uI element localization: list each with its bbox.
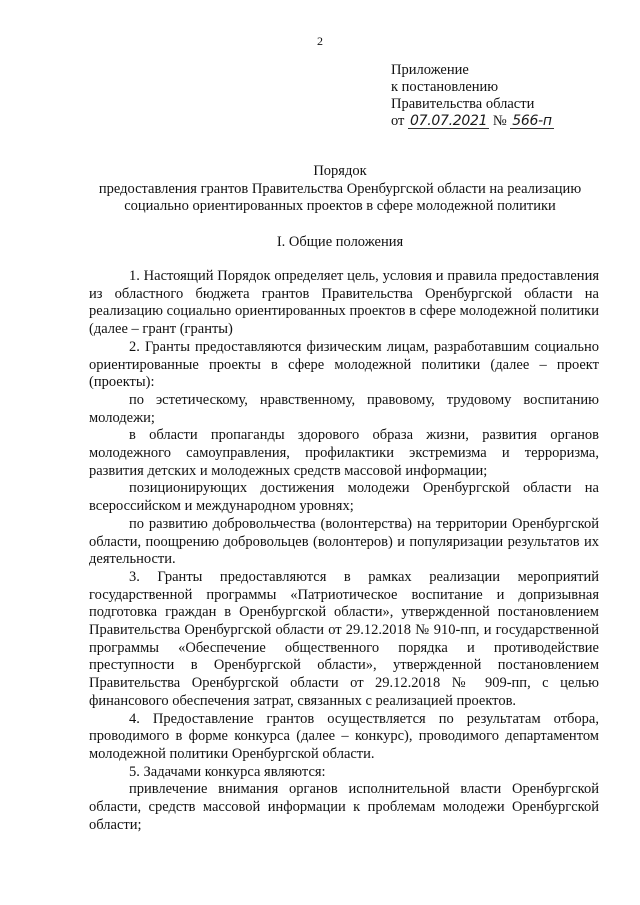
paragraph: 2. Гранты предоставляются физическим лицам, разработавшим социально ориентированные проекты в сфере молодежной политики (далее – проект (проекты): [89,338,599,391]
title-line-1: Порядок [313,163,367,179]
paragraph: 4. Предоставление грантов осуществляется по результатам отбора, проводимого в форме конкурса (далее – конкурс), проводимого департаментом молодежной политики Оренбургской области. [89,710,599,762]
title-line-3: социально ориентированных проектов в сфере молодежной политики [124,198,556,214]
appendix-date-line [391,113,554,130]
title-line-2: предоставления грантов Правительства Оренбургской области на реализацию [98,180,582,197]
paragraph: в области пропаганды здорового образа жизни, развития органов молодежного самоуправления, профилактики экстремизма и терроризма, развития детских и молодежных средств массовой информации; [89,427,599,479]
paragraph: привлечение внимания органов исполнительной власти Оренбургской области, средств массовой информации к проблемам молодежи Оренбургской области; [89,781,599,833]
appendix-line-3: Правительства области [391,96,535,112]
paragraph: 1. Настоящий Порядок определяет цель, условия и правила предоставления из областного бюджета грантов Правительства Оренбургской области на реализацию социально ориентированных проектов в сфере молодежной политики (далее – грант (гранты) [89,268,599,338]
handwritten-number: 566-п [512,113,552,129]
paragraph: 3. Гранты предоставляются в рамках реализации мероприятий государственной программы «Патриотическое воспитание и допризывная подготовка граждан в Оренбургской области», утвержденной постановлением Правительства Оренбургской области от 29.12.2018 № 910-пп, и государственной программы «Обеспечение общественного порядка и противодействие преступности в Оренбургской области», утвержденной постановлением Правительства Оренбургской области от 29.12.2018 № 909-пп, с целью финансового обеспечения затрат, связанных с реализацией проектов. [89,568,599,709]
body-text [89,268,599,835]
handwritten-date: 07.07.2021 [410,113,488,129]
paragraph: по развитию добровольчества (волонтерства) на территории Оренбургской области, поощрению добровольцев (волонтеров) и популяризации результатов их деятельности. [89,515,599,568]
appendix-line-1: Приложение [391,62,469,78]
appendix-block [391,62,554,130]
number-prefix: № [492,113,507,129]
section-heading: I. Общие положения [276,234,404,250]
paragraph: по эстетическому, нравственному, правовому, трудовому воспитанию молодежи; [89,391,599,426]
date-prefix: от [391,113,405,129]
document-title [60,163,620,216]
appendix-line-2: к постановлению [391,79,499,95]
page-number: 2 [317,34,323,48]
paragraph: 5. Задачами конкурса являются: [129,763,326,780]
paragraph: позиционирующих достижения молодежи Оренбургской области на всероссийском и международном уровнях; [89,480,599,515]
